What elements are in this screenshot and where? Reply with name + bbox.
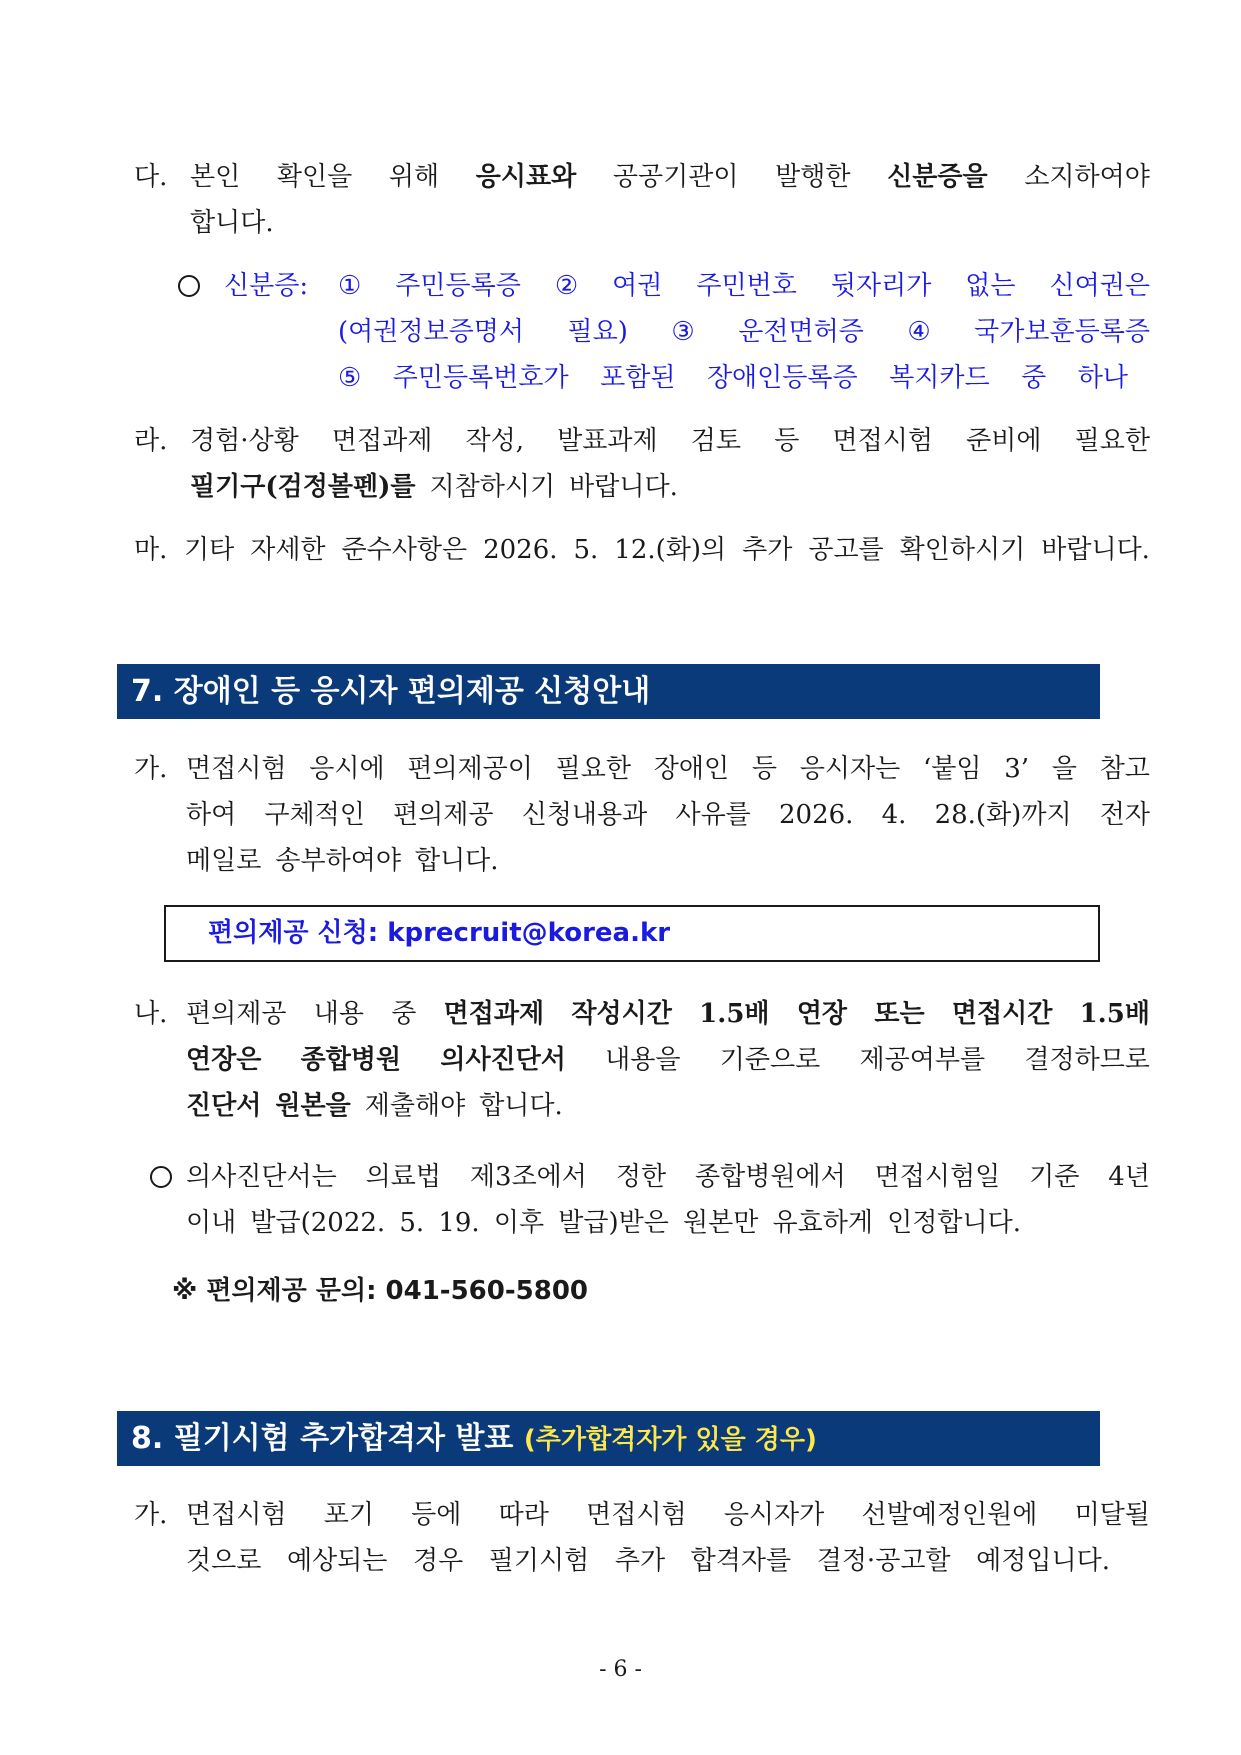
s8-ga-line-1 <box>186 1492 1150 1538</box>
word: 국가보훈등록증 <box>974 317 1150 347</box>
s7-na-line-3 <box>186 1083 1150 1129</box>
word: 주민번호 <box>696 271 797 301</box>
word: 1.5배 <box>699 999 770 1029</box>
word: 응시에 <box>309 754 385 784</box>
word: 포기 <box>323 1500 374 1530</box>
s8-marker-ga: 가. <box>134 1500 168 1530</box>
circle-bullet-icon <box>150 1166 172 1188</box>
word: 면접시험 <box>832 426 933 456</box>
word: 필요한 <box>555 754 632 784</box>
s7-circle-line-1 <box>186 1154 1150 1200</box>
word: 작성시간 <box>571 999 672 1029</box>
word: 참고 <box>1099 754 1150 784</box>
word: 기준 <box>1029 1162 1080 1192</box>
circle-bullet-icon <box>178 275 200 297</box>
word: 28.(화)까지 <box>934 800 1072 830</box>
word: 경우 <box>412 1546 464 1576</box>
word: 발급)받은 <box>558 1208 669 1238</box>
word: 바랍니다. <box>569 472 678 502</box>
s8-ga-line-2 <box>186 1538 1110 1584</box>
word: 종합병원에서 <box>695 1162 846 1192</box>
word: 제공여부를 <box>859 1045 986 1075</box>
word: 예상되는 <box>286 1546 388 1576</box>
word: 유효하게 <box>772 1208 873 1238</box>
word: ‘붙임 <box>922 754 982 784</box>
item-ma-line-1 <box>184 527 1150 573</box>
s7-na-text <box>186 991 1150 1129</box>
word: 원본을 <box>275 1091 351 1121</box>
word: 송부하여야 <box>275 846 401 876</box>
word: 합니다. <box>190 208 274 238</box>
word: 정한 <box>615 1162 667 1192</box>
word: 지참하시기 <box>429 472 556 502</box>
id-list-label: 신분증: <box>224 271 309 301</box>
word: 연장 <box>796 999 848 1029</box>
word: 인정합니다. <box>887 1208 1021 1238</box>
word: 원본만 <box>683 1208 759 1238</box>
word: 이후 <box>493 1208 545 1238</box>
word: 19. <box>438 1208 480 1238</box>
word: 편의제공 <box>393 800 494 830</box>
word: 기준으로 <box>719 1045 821 1075</box>
word: 주민등록증 <box>395 271 521 301</box>
item-marker-da: 다. <box>134 162 168 192</box>
word: ② <box>554 271 579 301</box>
word: 검토 <box>690 426 742 456</box>
word: 종합병원 <box>300 1045 402 1075</box>
word: (여권정보증명서 <box>338 317 524 347</box>
word: 신여권은 <box>1049 271 1150 301</box>
word: 예정입니다. <box>976 1546 1110 1576</box>
word: 미달될 <box>1074 1500 1150 1530</box>
word: 위해 <box>388 162 440 192</box>
s7-circle-text <box>186 1154 1150 1246</box>
word: 2026. <box>778 800 854 830</box>
word: 준수사항은 <box>341 535 468 565</box>
item-ra-line-1 <box>190 418 1150 464</box>
word: 12.(화)의 <box>614 535 727 565</box>
word: 내용을 <box>605 1045 681 1075</box>
word: 복지카드 <box>889 363 990 393</box>
word: 신청내용과 <box>521 800 648 830</box>
word: 4. <box>881 800 907 830</box>
word: 4년 <box>1108 1162 1150 1192</box>
id-list-line-3 <box>338 355 1128 401</box>
item-ra-text <box>190 418 1150 510</box>
word: 제3조에서 <box>469 1162 587 1192</box>
word: 운전면허증 <box>738 317 864 347</box>
id-list-line-1 <box>338 263 1150 309</box>
id-list-text <box>338 263 1150 401</box>
page-number: - 6 - <box>599 1657 642 1682</box>
word: 3’ <box>1004 754 1030 784</box>
word: 편의제공 <box>186 999 287 1029</box>
word: 중 <box>1021 363 1047 393</box>
word: 면접시험일 <box>874 1162 1001 1192</box>
word: 뒷자리가 <box>830 271 932 301</box>
s7-circle-line-2 <box>186 1200 1021 1246</box>
word: 면접시험 <box>186 1500 287 1530</box>
item-marker-ma: 마. <box>134 535 168 565</box>
word: 장애인 <box>653 754 730 784</box>
word: 필기시험 <box>488 1546 590 1576</box>
word: 등 <box>774 426 800 456</box>
section-8-title: 8. 필기시험 추가합격자 발표 <box>131 1421 514 1456</box>
word: 확인하시기 <box>899 535 1026 565</box>
section-8-note: (추가합격자가 있을 경우) <box>523 1425 817 1455</box>
word: 면접과제 <box>331 426 433 456</box>
word: 하여 <box>186 800 237 830</box>
word: 을 <box>1051 754 1077 784</box>
word: 것으로 <box>186 1546 262 1576</box>
s7-na-line-1 <box>186 991 1150 1037</box>
word: 사유를 <box>675 800 751 830</box>
s7-ga-line-1 <box>186 746 1150 792</box>
word: ④ <box>907 317 931 347</box>
word: 발행한 <box>775 162 851 192</box>
word: 신분증을 <box>887 162 988 192</box>
word: 면접시험 <box>586 1500 687 1530</box>
section-8-header <box>117 1411 1100 1466</box>
word: 응시표와 <box>475 162 577 192</box>
word: 여권 <box>612 271 663 301</box>
word: 응시자가 <box>723 1500 825 1530</box>
word: 중 <box>391 999 417 1029</box>
word: 합격자를 <box>690 1546 792 1576</box>
word: 결정·공고할 <box>816 1546 951 1576</box>
section-7-header: 7. 장애인 등 응시자 편의제공 신청안내 <box>117 664 1100 719</box>
word: 등 <box>751 754 778 784</box>
word: 자세한 <box>250 535 326 565</box>
word: 편의제공이 <box>407 754 533 784</box>
word: 작성, <box>465 426 525 456</box>
word: ③ <box>671 317 695 347</box>
word: 의사진단서는 <box>186 1162 337 1192</box>
word: 이내 <box>186 1208 237 1238</box>
word: 메일로 <box>186 846 262 876</box>
word: 응시자는 <box>799 754 901 784</box>
word: 필요) <box>567 317 628 347</box>
item-ra-line-2 <box>190 464 1150 510</box>
word: 기타 <box>184 535 235 565</box>
word: 연장은 <box>186 1045 262 1075</box>
word: 2026. <box>483 535 558 565</box>
id-list-line-2 <box>338 309 1150 355</box>
word: 면접과제 <box>443 999 545 1029</box>
s7-ga-text <box>186 746 1150 884</box>
word: 본인 <box>190 162 241 192</box>
word: 면접시간 <box>951 999 1053 1029</box>
word: 필기구(검정볼펜)를 <box>190 472 416 502</box>
word: 발급(2022. <box>250 1208 386 1238</box>
word: 포함된 <box>600 363 676 393</box>
s7-marker-ga: 가. <box>134 754 168 784</box>
word: 의료법 <box>365 1162 441 1192</box>
word: ① <box>338 271 362 301</box>
word: 추가 <box>614 1546 666 1576</box>
word: 발표과제 <box>557 426 658 456</box>
s8-ga-text <box>186 1492 1150 1584</box>
s7-marker-na: 나. <box>134 999 168 1029</box>
word: 확인을 <box>276 162 353 192</box>
word: ⑤ <box>338 363 362 393</box>
word: 제출해야 <box>364 1091 466 1121</box>
word: 면접시험 <box>186 754 287 784</box>
word: 바랍니다. <box>1041 535 1150 565</box>
item-ma-text <box>184 527 1150 573</box>
word: 주민등록번호가 <box>392 363 569 393</box>
item-marker-ra: 라. <box>134 426 168 456</box>
contact-note: ※ 편의제공 문의: 041-560-5800 <box>172 1276 589 1306</box>
word: 추가 <box>742 535 793 565</box>
item-da-text <box>190 154 1150 246</box>
word: 등에 <box>411 1500 462 1530</box>
word: 하나 <box>1077 363 1128 393</box>
word: 공공기관이 <box>612 162 739 192</box>
word: 전자 <box>1099 800 1150 830</box>
s7-ga-line-3 <box>186 838 1150 884</box>
word: 따라 <box>498 1500 549 1530</box>
word: 필요한 <box>1074 426 1150 456</box>
item-da-line-2 <box>190 200 1150 246</box>
word: 합니다. <box>479 1091 563 1121</box>
word: 의사진단서 <box>440 1045 566 1075</box>
word: 공고를 <box>808 535 884 565</box>
word: 준비에 <box>966 426 1042 456</box>
item-da-line-1 <box>190 154 1150 200</box>
apply-email-box: 편의제공 신청: kprecruit@korea.kr <box>164 905 1100 962</box>
word: 합니다. <box>414 846 499 876</box>
word: 선발예정인원에 <box>861 1500 1038 1530</box>
word: 1.5배 <box>1079 999 1150 1029</box>
word: 5. <box>573 535 599 565</box>
s7-ga-line-2 <box>186 792 1150 838</box>
s7-na-line-2 <box>186 1037 1150 1083</box>
word: 소지하여야 <box>1024 162 1150 192</box>
word: 진단서 <box>186 1091 262 1121</box>
word: 결정하므로 <box>1024 1045 1150 1075</box>
word: 또는 <box>874 999 925 1029</box>
word: 경험·상황 <box>190 426 299 456</box>
word: 장애인등록증 <box>706 363 858 393</box>
word: 구체적인 <box>264 800 365 830</box>
word: 없는 <box>965 271 1016 301</box>
word: 내용 <box>313 999 364 1029</box>
word: 5. <box>399 1208 425 1238</box>
